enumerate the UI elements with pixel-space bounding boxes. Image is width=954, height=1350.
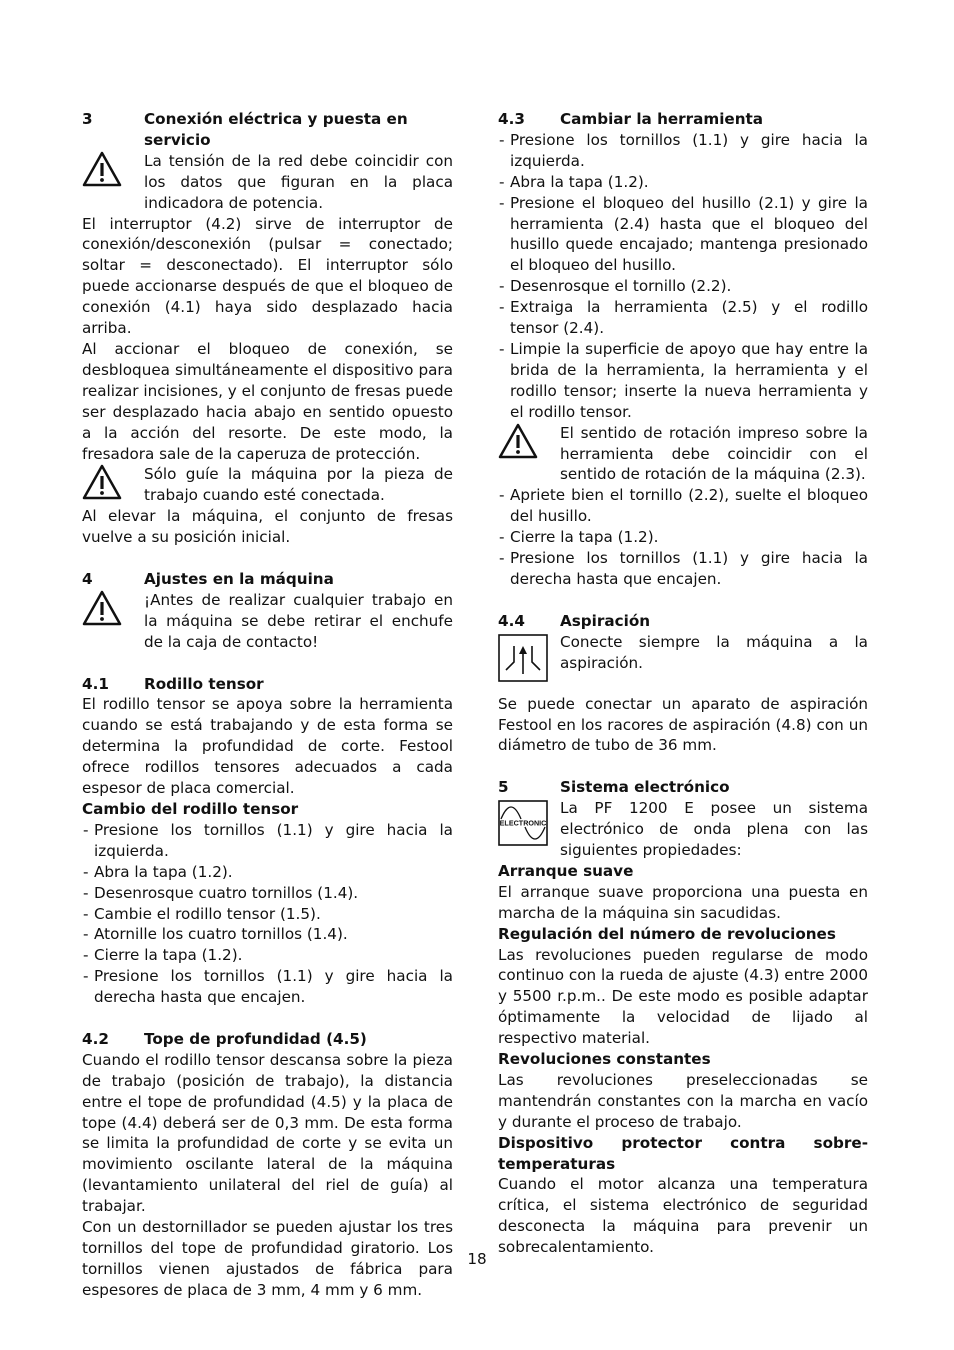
- section-title: Conexión eléctrica y puesta en servicio: [144, 110, 408, 149]
- list-item: - Presione el bloqueo del husillo (2.1) y gire la herramienta (2.4) hasta que el bloqueo del husillo quede encajado; mantenga presionado el bloqueo del husillo.: [498, 193, 868, 277]
- section-number: 4: [82, 570, 93, 589]
- warning-text: La tensión de la red debe coincidir con los datos que figuran en la placa indicadora de potencia.: [144, 151, 453, 212]
- paragraph: Al elevar la máquina, el conjunto de fresas vuelve a su posición inicial.: [82, 507, 453, 547]
- section-title: Tope de profundidad (4.5): [144, 1029, 367, 1048]
- section-4-1-heading: [82, 674, 453, 695]
- paragraph: Las revoluciones pueden regularse de modo continuo con la rueda de ajuste (4.3) entre 2000 y 5500 r.p.m.. De este modo es posible adaptar óptimamente la velocidad de lijado al respectivo material.: [498, 945, 868, 1048]
- section-3-heading: [82, 109, 453, 151]
- electronic-note: [498, 798, 868, 861]
- paragraph: Cuando el motor alcanza una temperatura crítica, el sistema electrónico de seguridad desconecta la máquina para prevenir un sobrecalentamiento.: [498, 1175, 868, 1257]
- warning-note: [498, 423, 868, 486]
- list-item: - Cambie el rodillo tensor (1.5).: [82, 904, 453, 925]
- electronic-icon: [498, 798, 560, 854]
- warning-icon: [82, 590, 144, 632]
- warning-icon: [82, 464, 144, 506]
- section-number: 5: [498, 778, 509, 797]
- right-column: [498, 109, 868, 1258]
- steps-list: [498, 130, 868, 423]
- list-item: - Presione los tornillos (1.1) y gire hacia la izquierda.: [82, 820, 453, 862]
- list-item: - Extraiga la herramienta (2.5) y el rodillo tensor (2.4).: [498, 297, 868, 339]
- section-4-4-heading: [498, 611, 868, 632]
- list-item: - Abra la tapa (1.2).: [498, 172, 868, 193]
- subheading: Cambio del rodillo tensor: [82, 799, 299, 818]
- list-item: - Desenrosque el tornillo (2.2).: [498, 276, 868, 297]
- warning-note: [82, 464, 453, 506]
- list-item: - Cierre la tapa (1.2).: [82, 945, 453, 966]
- section-title: Aspiración: [560, 611, 651, 630]
- section-number: 4.2: [82, 1029, 109, 1048]
- section-number: 4.3: [498, 110, 525, 128]
- subheading: Regulación del número de revoluciones: [498, 924, 836, 943]
- section-4-3-heading: [498, 109, 868, 130]
- steps-list: [498, 485, 868, 590]
- section-number: 3: [82, 110, 93, 128]
- electronic-label: ELECTRONIC: [499, 818, 547, 828]
- paragraph: Se puede conectar un aparato de aspiración Festool en los racores de aspiración (4.8) con un diámetro de tubo de 36 mm.: [498, 694, 868, 755]
- list-item: - Cierre la tapa (1.2).: [498, 527, 868, 548]
- list-item: - Abra la tapa (1.2).: [82, 862, 453, 883]
- list-item: - Presione los tornillos (1.1) y gire hacia la izquierda.: [498, 130, 868, 172]
- paragraph: Con un destornillador se pueden ajustar los tres tornillos del tope de profundidad giratorio. Los tornillos vienen ajustados de fábrica para espesores de placa de 3 mm, 4 mm y 6 mm.: [82, 1218, 453, 1299]
- left-column: [82, 109, 453, 1301]
- list-item: - Atornille los cuatro tornillos (1.4).: [82, 924, 453, 945]
- paragraph: Cuando el rodillo tensor descansa sobre la pieza de trabajo (posición de trabajo), la distancia entre el tope de profundidad (4.5) y la placa de tope (4.4) deberá ser de 0,3 mm. De esta forma se limita la profundidad de corte y se evita un movimiento oscilante lateral de la máquina (levantamiento unilateral del riel de guía) al trabajar.: [82, 1050, 453, 1216]
- extraction-text: Conecte siempre la máquina a la aspiración.: [560, 632, 868, 672]
- list-item: - Desenrosque cuatro tornillos (1.4).: [82, 883, 453, 904]
- subheading: Revoluciones constantes: [498, 1050, 711, 1069]
- warning-icon: [82, 151, 144, 193]
- section-number: 4.1: [82, 674, 109, 693]
- subheading: Dispositivo protector contra sobre-temperaturas: [498, 1133, 868, 1173]
- list-item: - Presione los tornillos (1.1) y gire hacia la derecha hasta que encajen.: [498, 548, 868, 590]
- section-title: Cambiar la herramienta: [560, 110, 764, 128]
- list-item: - Apriete bien el tornillo (2.2), suelte el bloqueo del husillo.: [498, 485, 868, 527]
- steps-list: [82, 820, 453, 1008]
- section-5-heading: [498, 777, 868, 798]
- section-number: 4.4: [498, 611, 525, 630]
- warning-text: El sentido de rotación impreso sobre la herramienta debe coincidir con el sentido de rotación de la máquina (2.3).: [560, 423, 868, 484]
- paragraph: El interruptor (4.2) sirve de interruptor de conexión/desconexión (pulsar = conectado; soltar = desconectado). El interruptor sólo puede accionarse después de que el bloqueo de conexión (4.1) haya sido desplazado hacia arriba.: [82, 214, 453, 338]
- paragraph: El rodillo tensor se apoya sobre la herramienta cuando se está trabajando y de esta forma se determina la profundidad de corte. Festool ofrece rodillos tensores adecuados a cada espesor de placa comercial.: [82, 695, 453, 798]
- subheading: Arranque suave: [498, 861, 634, 880]
- section-title: Ajustes en la máquina: [144, 570, 334, 589]
- paragraph: Al accionar el bloqueo de conexión, se desbloquea simultáneamente el dispositivo para realizar incisiones, y el conjunto de fresas puede ser desplazado hacia abajo en sentido opuesto a la acción del resorte. De este modo, la fresadora sale de la caperuza de protección.: [82, 339, 453, 463]
- warning-text: Sólo guíe la máquina por la pieza de trabajo cuando esté conectada.: [144, 465, 453, 505]
- warning-text: ¡Antes de realizar cualquier trabajo en la máquina se debe retirar el enchufe de la caja de contacto!: [144, 590, 453, 651]
- extraction-note: [498, 632, 868, 694]
- dust-extraction-icon: [498, 632, 560, 688]
- paragraph: El arranque suave proporciona una puesta en marcha de la máquina sin sacudidas.: [498, 882, 868, 922]
- electronic-text: La PF 1200 E posee un sistema electrónico de onda plena con las siguientes propiedades:: [560, 799, 868, 859]
- warning-note: [82, 590, 453, 653]
- list-item: - Limpie la superficie de apoyo que hay entre la brida de la herramienta, la herramienta y el rodillo tensor; inserte la nueva herramienta y el rodillo tensor.: [498, 339, 868, 423]
- section-title: Sistema electrónico: [560, 778, 730, 797]
- warning-note: [82, 151, 453, 214]
- page-number: 18: [467, 1250, 487, 1268]
- section-4-heading: [82, 569, 453, 590]
- section-4-2-heading: [82, 1029, 453, 1050]
- paragraph: Las revoluciones preseleccionadas se mantendrán constantes con la marcha en vacío y durante el proceso de trabajo.: [498, 1070, 868, 1131]
- list-item: - Presione los tornillos (1.1) y gire hacia la derecha hasta que encajen.: [82, 966, 453, 1008]
- section-title: Rodillo tensor: [144, 674, 264, 693]
- warning-icon: [498, 423, 560, 465]
